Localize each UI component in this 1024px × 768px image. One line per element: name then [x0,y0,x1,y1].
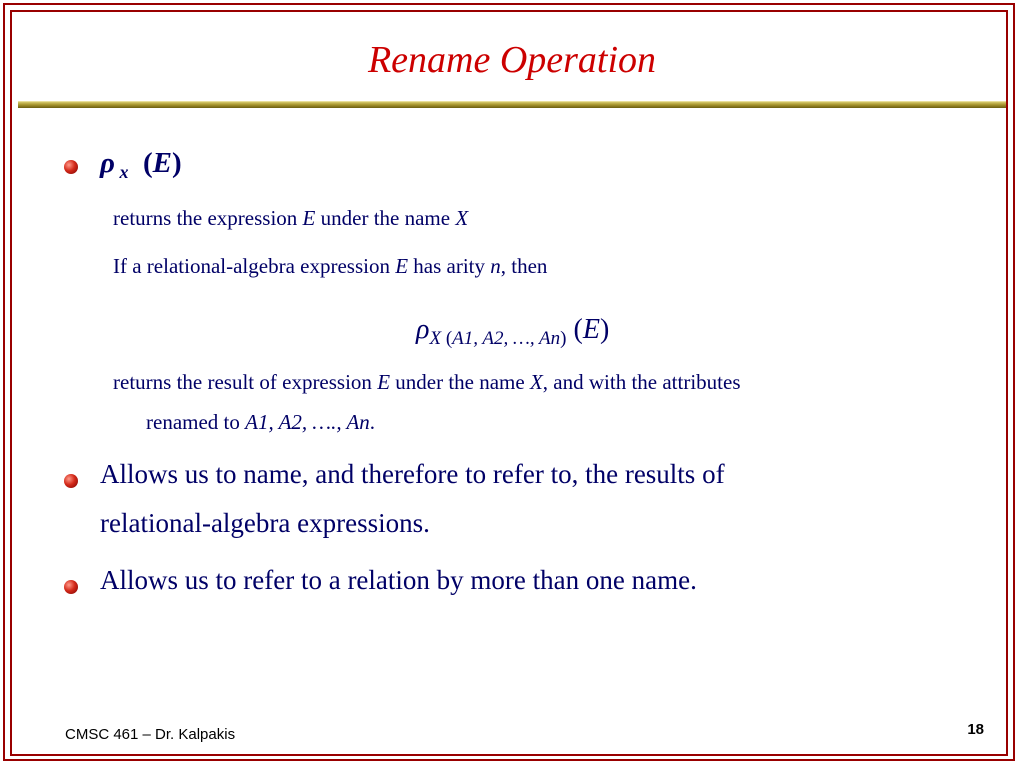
formula-rho: ρ [416,314,430,345]
bullet-icon [64,160,78,174]
footer-course-label: CMSC 461 – Dr. Kalpakis [65,726,236,743]
rho-symbol: ρ [100,147,115,179]
sub-line-1: returns the expression E under the name X [113,206,469,230]
sub-line-3: returns the result of expression E under the name X, and with the attributes [113,370,741,394]
bullet-icon [64,474,78,488]
rename-notation [100,147,182,183]
footer-page-number: 18 [967,721,984,738]
slide-title: Rename Operation [367,39,657,81]
bullet-2-line-1: Allows us to name, and therefore to refer to, the results of [100,459,725,489]
sub-line-2: If a relational-algebra expression E has arity n, then [113,254,548,278]
title-divider [18,101,1006,108]
rho-subscript: x [119,162,129,182]
expr-symbol: E [152,147,172,179]
paren-close: ) [171,147,182,179]
bullet-2-line-2: relational-algebra expressions. [100,508,430,538]
sub-line-4: renamed to A1, A2, …., An. [146,410,376,434]
formula-subscript: X (A1, A2, …, An) [429,328,567,349]
bullet-3-text: Allows us to refer to a relation by more than one name. [100,565,697,595]
bullet-icon [64,580,78,594]
paren-open: ( [142,147,153,179]
rename-formula: $\rho_{X (A1, A2, \dots, An)}$ (E) [416,314,610,349]
